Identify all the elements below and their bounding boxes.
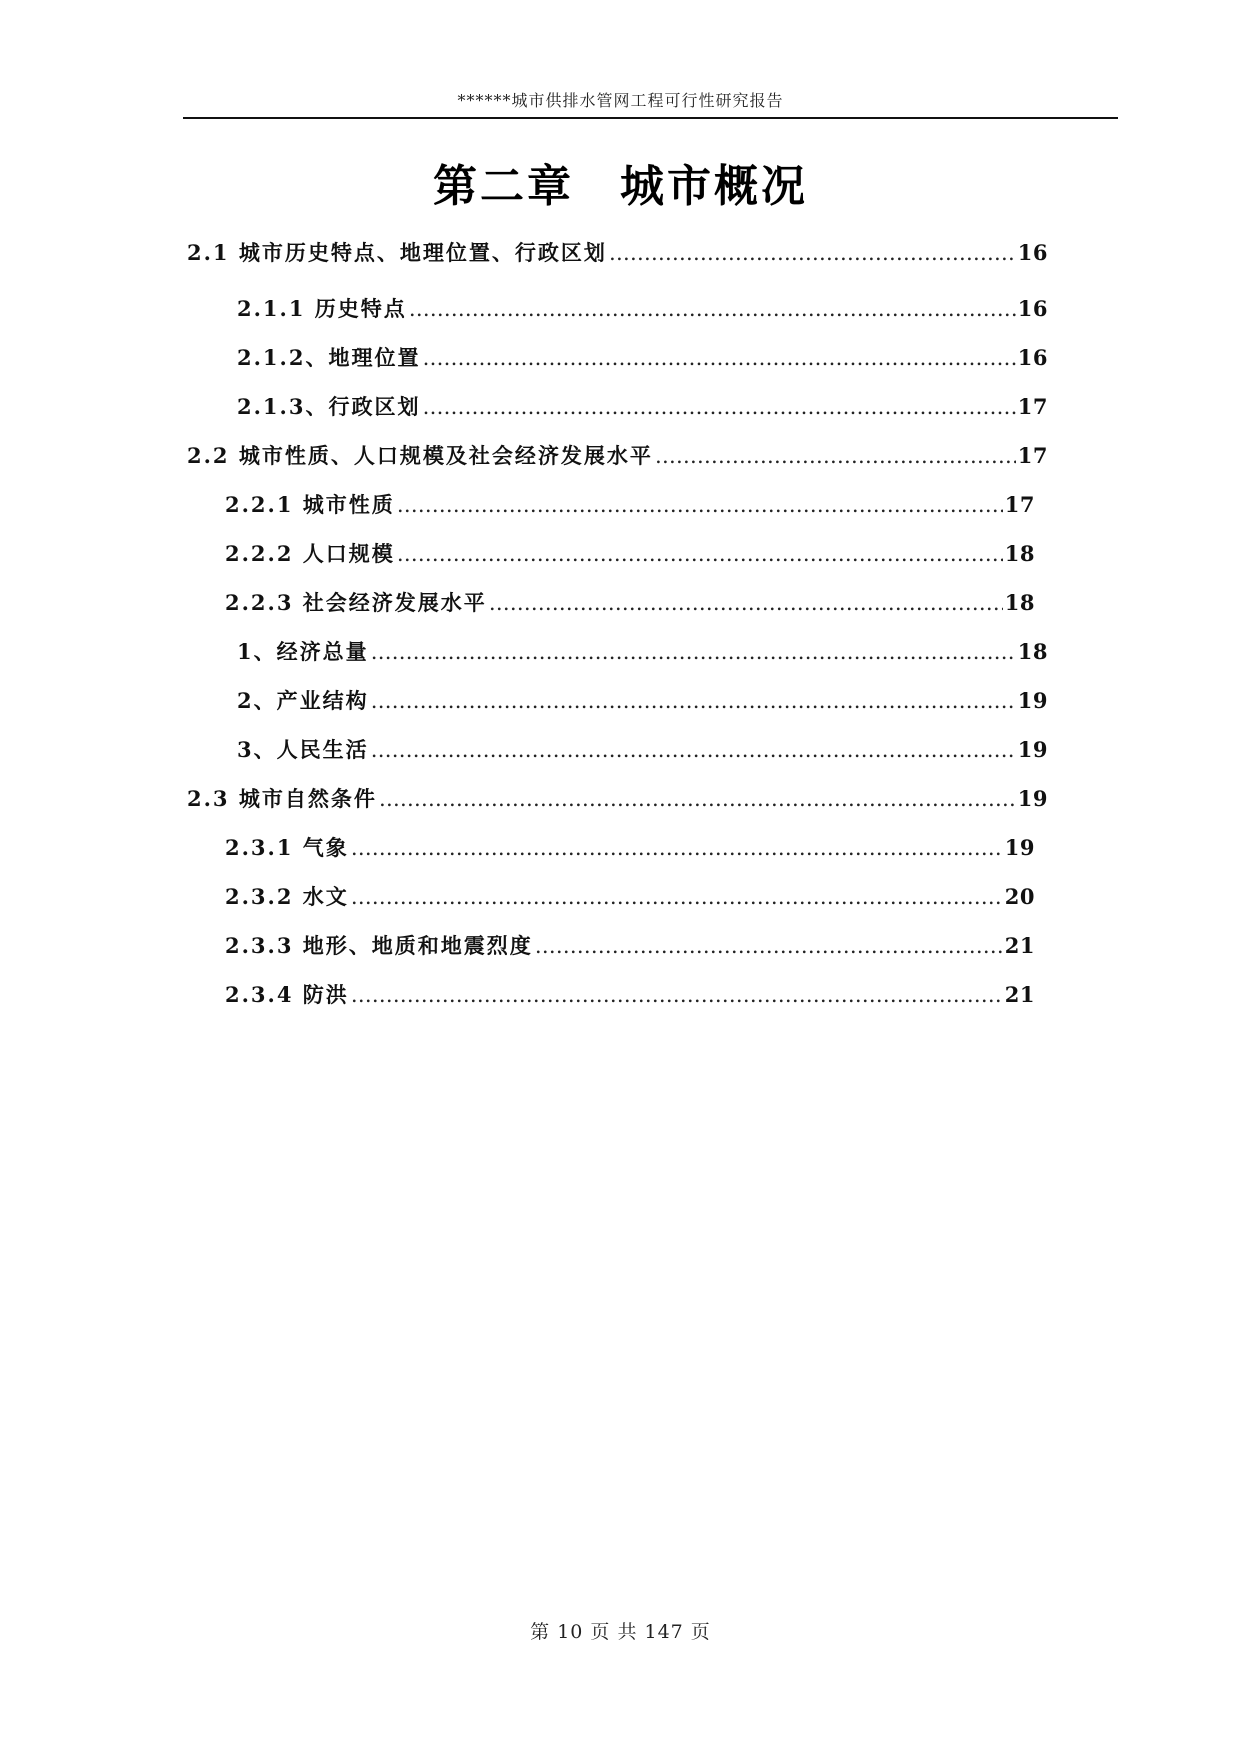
toc-page-number: 17 <box>1017 394 1048 419</box>
toc-entry-label: 2.3.3 地形、地质和地震烈度 <box>225 933 533 958</box>
toc-entry-label: 2.2.2 人口规模 <box>225 541 395 566</box>
toc-dot-leader <box>371 637 1016 667</box>
toc-dot-leader <box>397 539 1003 569</box>
running-header: ******城市供排水管网工程可行性研究报告 <box>457 91 784 110</box>
toc-entry-label: 2.1.1 历史特点 <box>237 296 407 321</box>
toc-page-number: 21 <box>1004 933 1035 958</box>
toc-page-number: 17 <box>1004 492 1035 517</box>
chapter-number: 第二章 <box>433 161 574 212</box>
toc-entry-label: 2、产业结构 <box>237 688 369 713</box>
toc-dot-leader <box>422 392 1015 422</box>
header-divider <box>183 117 1118 119</box>
toc-entry-label: 2.2 城市性质、人口规模及社会经济发展水平 <box>187 443 653 468</box>
toc-dot-leader <box>371 735 1016 765</box>
toc-dot-leader <box>371 686 1016 716</box>
toc-entry-label: 2.1.2、地理位置 <box>237 345 421 370</box>
toc-dot-leader <box>609 238 1016 268</box>
toc-page-number: 19 <box>1017 786 1048 811</box>
toc-page-number: 16 <box>1017 345 1048 370</box>
toc-page-number: 18 <box>1017 639 1048 664</box>
toc-entry[interactable] <box>237 686 1048 716</box>
toc-entry-label: 2.1 城市历史特点、地理位置、行政区划 <box>187 240 607 265</box>
toc-page-number: 16 <box>1017 296 1048 321</box>
toc-page-number: 16 <box>1017 240 1048 265</box>
toc-dot-leader <box>351 882 1003 912</box>
toc-dot-leader <box>351 833 1003 863</box>
toc-entry-label: 2.3.4 防洪 <box>225 982 349 1007</box>
toc-entry[interactable] <box>237 735 1048 765</box>
toc-dot-leader <box>409 294 1016 324</box>
toc-page-number: 20 <box>1004 884 1035 909</box>
toc-dot-leader <box>397 490 1003 520</box>
toc-entry[interactable] <box>187 441 1048 471</box>
toc-page-number: 17 <box>1017 443 1048 468</box>
toc-page-number: 21 <box>1004 982 1035 1007</box>
toc-entry-label: 2.3.1 气象 <box>225 835 349 860</box>
toc-page-number: 18 <box>1004 590 1035 615</box>
toc-entry[interactable] <box>187 784 1048 814</box>
toc-dot-leader <box>351 980 1003 1010</box>
toc-dot-leader <box>535 931 1003 961</box>
toc-entry[interactable] <box>225 490 1035 520</box>
toc-entry-label: 1、经济总量 <box>237 639 369 664</box>
toc-entry-label: 2.2.3 社会经济发展水平 <box>225 590 487 615</box>
toc-page-number: 19 <box>1004 835 1035 860</box>
toc-entry-label: 2.3 城市自然条件 <box>187 786 377 811</box>
toc-dot-leader <box>379 784 1016 814</box>
toc-entry[interactable] <box>187 238 1048 268</box>
toc-entry[interactable] <box>225 931 1035 961</box>
toc-entry[interactable] <box>225 833 1035 863</box>
toc-page-number: 18 <box>1004 541 1035 566</box>
page-footer: 第 10 页 共 147 页 <box>530 1621 711 1643</box>
toc-entry[interactable] <box>225 882 1035 912</box>
toc-entry[interactable] <box>225 588 1035 618</box>
toc-entry[interactable] <box>237 637 1048 667</box>
chapter-title <box>0 150 1241 214</box>
toc-entry-label: 2.3.2 水文 <box>225 884 349 909</box>
toc-entry[interactable] <box>237 294 1048 324</box>
toc-entry[interactable] <box>225 539 1035 569</box>
toc-entry[interactable] <box>237 392 1048 422</box>
toc-dot-leader <box>489 588 1003 618</box>
toc-entry-label: 3、人民生活 <box>237 737 369 762</box>
toc-entry[interactable] <box>237 343 1048 373</box>
toc-entry[interactable] <box>225 980 1035 1010</box>
toc-entry-label: 2.1.3、行政区划 <box>237 394 421 419</box>
toc-dot-leader <box>422 343 1015 373</box>
toc-page-number: 19 <box>1017 688 1048 713</box>
toc-entry-label: 2.2.1 城市性质 <box>225 492 395 517</box>
toc-dot-leader <box>655 441 1016 471</box>
chapter-name: 城市概况 <box>620 161 808 212</box>
toc-page-number: 19 <box>1017 737 1048 762</box>
